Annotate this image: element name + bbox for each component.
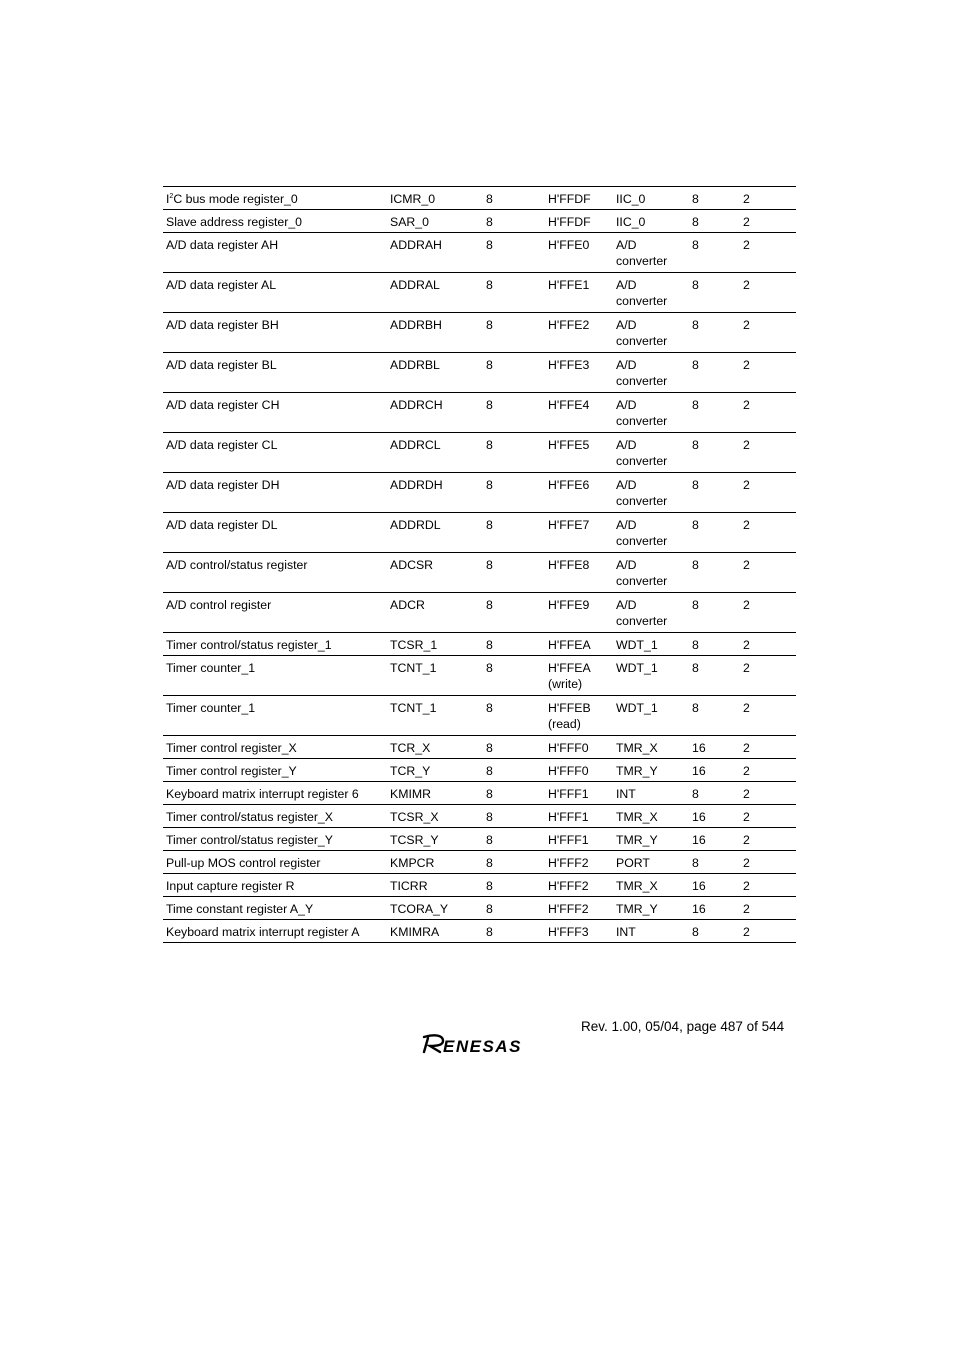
register-bits: 8 <box>483 897 545 920</box>
register-module: INT <box>613 920 689 943</box>
register-module: WDT_1 <box>613 633 689 656</box>
register-abbreviation: ADDRDH <box>387 473 483 513</box>
register-name: A/D data register BL <box>163 353 387 393</box>
register-abbreviation: ADDRCH <box>387 393 483 433</box>
register-bits: 8 <box>483 805 545 828</box>
data-bus-width: 8 <box>689 782 740 805</box>
access-states: 2 <box>740 759 796 782</box>
access-states: 2 <box>740 696 796 736</box>
register-address: H'FFF1 <box>545 828 613 851</box>
register-bits: 8 <box>483 210 545 233</box>
register-table <box>163 186 796 943</box>
access-states: 2 <box>740 828 796 851</box>
page-info: Rev. 1.00, 05/04, page 487 of 544 <box>581 1019 785 1034</box>
data-bus-width: 8 <box>689 353 740 393</box>
access-states: 2 <box>740 473 796 513</box>
access-states: 2 <box>740 656 796 696</box>
register-address: H'FFF0 <box>545 736 613 759</box>
data-bus-width: 16 <box>689 759 740 782</box>
data-bus-width: 8 <box>689 920 740 943</box>
data-bus-width: 8 <box>689 553 740 593</box>
register-bits: 8 <box>483 393 545 433</box>
register-module: A/D converter <box>613 433 689 473</box>
access-states: 2 <box>740 897 796 920</box>
data-bus-width: 8 <box>689 210 740 233</box>
register-module: A/D converter <box>613 313 689 353</box>
access-states: 2 <box>740 736 796 759</box>
register-name: Timer control register_Y <box>163 759 387 782</box>
register-module: A/D converter <box>613 393 689 433</box>
register-abbreviation: TCR_X <box>387 736 483 759</box>
register-module: A/D converter <box>613 273 689 313</box>
register-address: H'FFE2 <box>545 313 613 353</box>
register-bits: 8 <box>483 233 545 273</box>
register-name: Timer control/status register_Y <box>163 828 387 851</box>
table-row <box>163 782 796 805</box>
access-states: 2 <box>740 553 796 593</box>
register-abbreviation: TCSR_X <box>387 805 483 828</box>
table-row <box>163 187 796 210</box>
register-name: $I^2C$ bus mode register_0 <box>163 187 387 210</box>
register-name: A/D data register AH <box>163 233 387 273</box>
table-row <box>163 656 796 696</box>
table-row <box>163 874 796 897</box>
register-module: A/D converter <box>613 553 689 593</box>
register-abbreviation: ICMR_0 <box>387 187 483 210</box>
register-abbreviation: TCR_Y <box>387 759 483 782</box>
register-name: A/D data register BH <box>163 313 387 353</box>
register-abbreviation: TCORA_Y <box>387 897 483 920</box>
register-module: A/D converter <box>613 513 689 553</box>
register-name: A/D control/status register <box>163 553 387 593</box>
register-name: A/D data register DH <box>163 473 387 513</box>
table-row <box>163 313 796 353</box>
register-abbreviation: ADDRCL <box>387 433 483 473</box>
table-row <box>163 851 796 874</box>
register-name: A/D data register AL <box>163 273 387 313</box>
table-row <box>163 473 796 513</box>
access-states: 2 <box>740 513 796 553</box>
data-bus-width: 16 <box>689 736 740 759</box>
svg-text:ENESAS: ENESAS <box>443 1037 522 1055</box>
register-abbreviation: KMIMR <box>387 782 483 805</box>
register-address: H'FFE3 <box>545 353 613 393</box>
register-bits: 8 <box>483 513 545 553</box>
register-address: H'FFF3 <box>545 920 613 943</box>
register-table-body <box>163 187 796 943</box>
table-row <box>163 210 796 233</box>
register-abbreviation: SAR_0 <box>387 210 483 233</box>
register-address: H'FFF1 <box>545 805 613 828</box>
access-states: 2 <box>740 393 796 433</box>
register-name: Timer counter_1 <box>163 656 387 696</box>
register-bits: 8 <box>483 553 545 593</box>
register-address: H'FFE7 <box>545 513 613 553</box>
register-abbreviation: ADDRDL <box>387 513 483 553</box>
register-module: TMR_Y <box>613 897 689 920</box>
table-row <box>163 736 796 759</box>
register-module: A/D converter <box>613 233 689 273</box>
access-states: 2 <box>740 805 796 828</box>
register-bits: 8 <box>483 187 545 210</box>
register-address: H'FFDF <box>545 210 613 233</box>
register-module: IIC_0 <box>613 210 689 233</box>
register-address: H'FFF2 <box>545 851 613 874</box>
register-abbreviation: TCNT_1 <box>387 656 483 696</box>
register-address: H'FFE9 <box>545 593 613 633</box>
register-bits: 8 <box>483 656 545 696</box>
register-address: H'FFF2 <box>545 897 613 920</box>
register-name: Timer control/status register_X <box>163 805 387 828</box>
table-row <box>163 696 796 736</box>
register-module: PORT <box>613 851 689 874</box>
register-bits: 8 <box>483 633 545 656</box>
access-states: 2 <box>740 874 796 897</box>
register-bits: 8 <box>483 353 545 393</box>
register-name: Slave address register_0 <box>163 210 387 233</box>
register-module: TMR_X <box>613 805 689 828</box>
register-bits: 8 <box>483 433 545 473</box>
register-address: H'FFF1 <box>545 782 613 805</box>
data-bus-width: 16 <box>689 828 740 851</box>
register-bits: 8 <box>483 593 545 633</box>
register-address: H'FFE8 <box>545 553 613 593</box>
register-abbreviation: TICRR <box>387 874 483 897</box>
data-bus-width: 8 <box>689 473 740 513</box>
register-module: A/D converter <box>613 353 689 393</box>
register-name: Time constant register A_Y <box>163 897 387 920</box>
register-address: H'FFEA (write) <box>545 656 613 696</box>
data-bus-width: 8 <box>689 273 740 313</box>
table-row <box>163 920 796 943</box>
table-row <box>163 633 796 656</box>
register-abbreviation: TCSR_1 <box>387 633 483 656</box>
register-bits: 8 <box>483 273 545 313</box>
register-name: Input capture register R <box>163 874 387 897</box>
register-module: WDT_1 <box>613 656 689 696</box>
access-states: 2 <box>740 313 796 353</box>
table-row <box>163 759 796 782</box>
access-states: 2 <box>740 633 796 656</box>
register-name: A/D data register DL <box>163 513 387 553</box>
table-row <box>163 353 796 393</box>
register-name: Keyboard matrix interrupt register A <box>163 920 387 943</box>
register-abbreviation: ADCSR <box>387 553 483 593</box>
register-name: A/D data register CL <box>163 433 387 473</box>
register-bits: 8 <box>483 851 545 874</box>
register-address: H'FFE6 <box>545 473 613 513</box>
table-row <box>163 393 796 433</box>
register-abbreviation: ADDRAH <box>387 233 483 273</box>
data-bus-width: 8 <box>689 187 740 210</box>
register-address: H'FFEA <box>545 633 613 656</box>
register-bits: 8 <box>483 874 545 897</box>
data-bus-width: 16 <box>689 897 740 920</box>
table-row <box>163 897 796 920</box>
renesas-logo <box>421 1033 541 1055</box>
register-module: INT <box>613 782 689 805</box>
register-address: H'FFF2 <box>545 874 613 897</box>
data-bus-width: 8 <box>689 696 740 736</box>
register-bits: 8 <box>483 759 545 782</box>
register-module: WDT_1 <box>613 696 689 736</box>
register-address: H'FFEB (read) <box>545 696 613 736</box>
table-row <box>163 433 796 473</box>
register-bits: 8 <box>483 736 545 759</box>
access-states: 2 <box>740 782 796 805</box>
table-row <box>163 805 796 828</box>
register-bits: 8 <box>483 473 545 513</box>
register-address: H'FFE5 <box>545 433 613 473</box>
data-bus-width: 16 <box>689 874 740 897</box>
register-name: A/D control register <box>163 593 387 633</box>
register-bits: 8 <box>483 782 545 805</box>
register-name: A/D data register CH <box>163 393 387 433</box>
data-bus-width: 8 <box>689 633 740 656</box>
data-bus-width: 8 <box>689 433 740 473</box>
register-bits: 8 <box>483 313 545 353</box>
data-bus-width: 8 <box>689 313 740 353</box>
data-bus-width: 8 <box>689 513 740 553</box>
table-row <box>163 273 796 313</box>
data-bus-width: 16 <box>689 805 740 828</box>
data-bus-width: 8 <box>689 233 740 273</box>
register-name: Timer control register_X <box>163 736 387 759</box>
data-bus-width: 8 <box>689 393 740 433</box>
register-bits: 8 <box>483 920 545 943</box>
table-row <box>163 553 796 593</box>
register-abbreviation: ADDRAL <box>387 273 483 313</box>
register-address: H'FFF0 <box>545 759 613 782</box>
table-row <box>163 513 796 553</box>
register-address: H'FFE1 <box>545 273 613 313</box>
register-abbreviation: KMIMRA <box>387 920 483 943</box>
register-name: Timer counter_1 <box>163 696 387 736</box>
register-abbreviation: TCSR_Y <box>387 828 483 851</box>
access-states: 2 <box>740 433 796 473</box>
register-bits: 8 <box>483 696 545 736</box>
table-row <box>163 233 796 273</box>
register-abbreviation: ADCR <box>387 593 483 633</box>
access-states: 2 <box>740 920 796 943</box>
register-module: TMR_X <box>613 736 689 759</box>
access-states: 2 <box>740 353 796 393</box>
table-row <box>163 828 796 851</box>
access-states: 2 <box>740 210 796 233</box>
data-bus-width: 8 <box>689 593 740 633</box>
register-name: Pull-up MOS control register <box>163 851 387 874</box>
register-name: Timer control/status register_1 <box>163 633 387 656</box>
register-abbreviation: ADDRBL <box>387 353 483 393</box>
register-module: A/D converter <box>613 593 689 633</box>
register-address: H'FFE0 <box>545 233 613 273</box>
register-address: H'FFE4 <box>545 393 613 433</box>
register-module: TMR_Y <box>613 759 689 782</box>
register-name: Keyboard matrix interrupt register 6 <box>163 782 387 805</box>
register-abbreviation: TCNT_1 <box>387 696 483 736</box>
data-bus-width: 8 <box>689 851 740 874</box>
access-states: 2 <box>740 851 796 874</box>
register-module: TMR_X <box>613 874 689 897</box>
register-bits: 8 <box>483 828 545 851</box>
register-module: TMR_Y <box>613 828 689 851</box>
table-row <box>163 593 796 633</box>
access-states: 2 <box>740 273 796 313</box>
access-states: 2 <box>740 593 796 633</box>
register-module: A/D converter <box>613 473 689 513</box>
register-module: IIC_0 <box>613 187 689 210</box>
access-states: 2 <box>740 233 796 273</box>
access-states: 2 <box>740 187 796 210</box>
data-bus-width: 8 <box>689 656 740 696</box>
register-address: H'FFDF <box>545 187 613 210</box>
register-abbreviation: ADDRBH <box>387 313 483 353</box>
register-abbreviation: KMPCR <box>387 851 483 874</box>
